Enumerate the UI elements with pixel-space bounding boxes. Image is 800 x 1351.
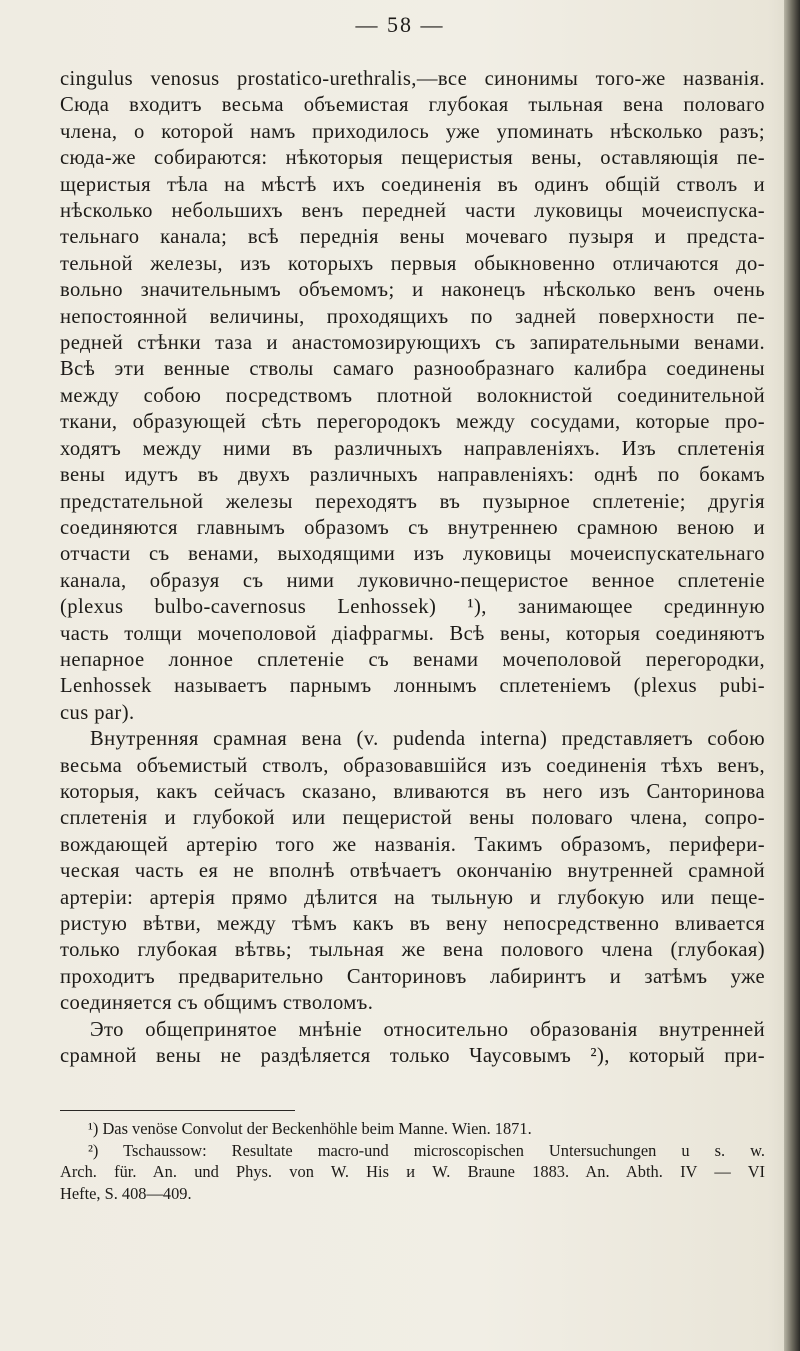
body-line: артеріи: артерія прямо дѣлится на тыльную и глубокую или пеще- (60, 886, 765, 909)
body-line: часть толщи мочеполовой діафрагмы. Всѣ вены, которыя соединяютъ (60, 622, 765, 645)
book-spine-shadow (784, 0, 800, 1351)
body-line: редней стѣнки таза и анастомозирующихъ съ запирательными венами. (60, 332, 765, 355)
body-line: сплетенія и глубокой или пещеристой вены половаго члена, сопро- (60, 807, 765, 830)
body-line: между собою посредствомъ плотной волокнистой соединительной (60, 384, 765, 407)
body-line: соединяются главнымъ образомъ съ внутреннею срамною веною и (60, 516, 765, 539)
body-line: сюда-же собираются: нѣкоторыя пещеристыя вены, оставляющія пе- (60, 147, 765, 170)
body-line: Это общепринятое мнѣніе относительно образованія внутренней (90, 1018, 765, 1041)
footnotes (60, 1118, 765, 1204)
body-line: (plexus bulbo-cavernosus Lenhossek) ¹), занимающее срединную (60, 596, 765, 619)
body-line: соединяется съ общимъ стволомъ. (60, 992, 374, 1015)
body-line: нѣсколько небольшихъ венъ передней части луковицы мочеиспуска- (60, 200, 765, 223)
body-line: тельной железы, изъ которыхъ первыя обыкновенно отличаются до- (60, 252, 765, 275)
body-line: срамной вены не раздѣляется только Чаусовымъ ²), который при- (60, 1045, 765, 1068)
body-line: ческая часть ея не вполнѣ отвѣчаетъ окончанію внутренней срамной (60, 860, 765, 883)
body-line: тельнаго канала; всѣ переднія вены мочеваго пузыря и предста- (60, 226, 765, 249)
body-line: которыя, какъ сейчасъ сказано, вливаются въ него изъ Санторинова (60, 780, 765, 803)
body-line: непарное лонное сплетеніе съ венами мочеполовой перегородки, (60, 648, 765, 671)
footnote-line: ²) Tschaussow: Resultate macro-und microscopischen Untersuchungen u s. w. (88, 1140, 765, 1160)
body-line: вождающей артерію того же названія. Такимъ образомъ, перифери- (60, 833, 765, 856)
body-line: непостоянной величины, проходящихъ по задней поверхности пе- (60, 305, 765, 328)
body-line: члена, о которой намъ приходилось уже упоминать нѣсколько разъ; (60, 120, 765, 143)
body-line: проходитъ предварительно Санториновъ лабиринтъ и затѣмъ уже (60, 965, 765, 988)
body-line: Сюда входитъ весьма объемистая глубокая тыльная вена половаго (60, 94, 765, 117)
body-line: щеристыя тѣла на мѣстѣ ихъ соединенія въ одинъ общій стволъ и (60, 173, 765, 196)
body-line: cus par). (60, 701, 135, 724)
body-line: предстательной железы переходятъ въ пузырное сплетеніе; другія (60, 490, 765, 513)
body-line: ходятъ между ними въ различныхъ направленіяхъ. Изъ сплетенія (60, 437, 765, 460)
footnote-line: ¹) Das venöse Convolut der Beckenhöhle beim Manne. Wien. 1871. (88, 1119, 532, 1138)
body-line: Внутренняя срамная вена (v. pudenda interna) представляетъ собою (90, 728, 765, 751)
footnote-line: Hefte, S. 408—409. (60, 1183, 192, 1203)
body-line: вольно значительнымъ объемомъ; и наконецъ нѣсколько венъ очень (60, 279, 765, 302)
body-line: ристую вѣтви, между тѣмъ какъ въ вену непосредственно вливается (60, 913, 765, 935)
footnote-rule (60, 1110, 295, 1111)
body-line: отчасти съ венами, выходящими изъ луковицы мочеиспускательнаго (60, 543, 765, 566)
body-line: cingulus venosus prostatico-urethralis,—все синонимы того-же названія. (60, 68, 765, 90)
body-text (60, 66, 765, 1069)
body-line: вены идутъ въ двухъ различныхъ направленіяхъ: однѣ по бокамъ (60, 464, 765, 487)
footnote-line: Arch. für. An. und Phys. von W. His и W. Braune 1883. An. Abth. IV — VI (60, 1162, 765, 1182)
body-line: Всѣ эти венные стволы самаго разнообразнаго калибра соединены (60, 358, 765, 381)
body-line: Lenhossek называетъ парнымъ лоннымъ сплетеніемъ (plexus pubi- (60, 675, 765, 698)
page-number: — 58 — (355, 12, 445, 37)
body-line: канала, образуя съ ними луковично-пещеристое венное сплетеніе (60, 569, 765, 592)
body-line: только глубокая вѣтвь; тыльная же вена полового члена (глубокая) (60, 939, 765, 962)
body-line: ткани, образующей сѣть перегородокъ между сосудами, которые про- (60, 411, 765, 434)
body-line: весьма объемистый стволъ, образовавшійся изъ соединенія тѣхъ венъ, (60, 754, 765, 777)
